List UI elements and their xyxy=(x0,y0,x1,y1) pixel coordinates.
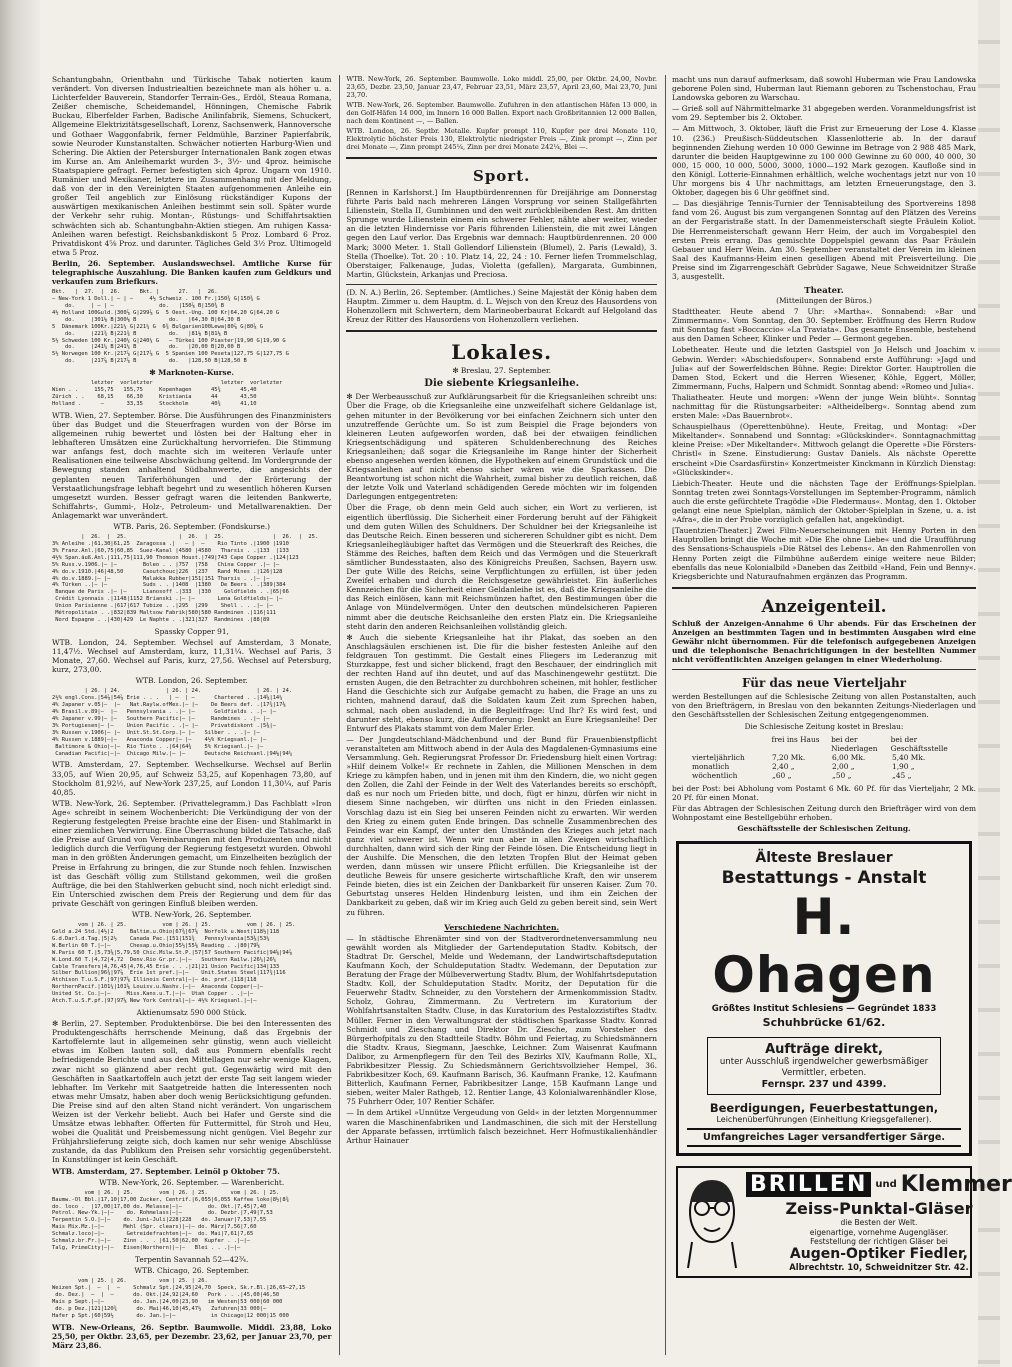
divider xyxy=(346,157,657,159)
thaliatheater-note: Thaliatheater. Heute und morgen: »Wenn der junge Wein blüht«. Sonntag nachmittag für die Rüstungsarbeiter: »Altheidelberg«. Sonntag abend zum ersten Male: »Das Bauernbrot«. xyxy=(672,392,976,421)
kriegsanleihe-p1: ✻ Der Werbeausschuß zur Aufklärungsarbeit für die Kriegsanleihen schreibt uns: Über die Frage, ob die Kriegsanleihe eine unzweifelhaft sichere Geldanlage ist, gehen mitunter in der Bevölkerung vor bei einfachen Zeichnern sich unter den unzutreffende Gerüchte um. So ist zum Beispiel die Frage bejonders von kleineren Leuten aufgeworfen worden, daß bei der etwaiigen feindlichen Kriegsentschädigung und späteren Schuldenberechnung des Reiches Kriegsanleihen; daß sogar die Kriegsanleihe im Range hinter der Sicherheit ebenso angesehen werden können, die Hypotheken auf einem Grundstück und die Kriegsanleihen auf nicht ebenso sicher wären wie die Sparkassen. Die Beantwortung ist schon nicht die Wahrheit, zumal bisher zu deutlich reichen, daß der letzte Volk und Vaterland schädigenden Gerede möchten wir im folgenden Darlegungen entgegentreten: xyxy=(346,392,657,502)
price-period: monatlich xyxy=(692,761,730,771)
price-value: 1,90 „ xyxy=(892,761,915,771)
post-text: bei der Post: bei Abholung vom Postamt 6 Mk. 60 Pf. für das Vierteljahr, 2 Mk. 20 Pf. für einen Monat. xyxy=(672,783,976,802)
ny-waren-table: vom | 26. | 25. vom | 26. | 25. vom | 26. | 25. Baumw.-Ol Bbl.|17,10|17,00 Zucker, Centrif.|6,055|6,055 Kaffee loko|8½|8¾ do. loco . |17,00|17,00 do. Melasse|—|— do. Okt.|7,45|7,40 Petrol. New-Yk.|—|— do. Rohmelass|—|— do. Dezbr.|7,49|7,53 Terpentin S.O.|—|— do. Juni-Juli|228|228 do. Januar|7,53|7,55 Mais Mix.Mz.|—|— Mehl (Spr. clears)|—|— do. März|7,56|7,60 Schmalz.loco|—|— Getreidefrachten|—|— do. Mai|7,61|7,65 Schmalz.br.Fr.|—|— Zinn . . . |61,50|62,00 Kupfer . .|—|— Talg, PrimeCity|—|— Eisen(Northern)|—|— Blei . . .|—|— xyxy=(52,1189,289,1251)
divider xyxy=(672,587,976,589)
price-value: 5,40 Mk. xyxy=(892,752,926,762)
stadttheater-note: Stadttheater. Heute abend 7 Uhr: »Martha«. Sonnabend: »Bar und Zimmermann«. Vom Sonntag, den 30. September. Eröffnung des Herrn Rudow mit Sonntag fast »Boccaccio« »La Traviata«. Das gesamte Ensemble, bestehend aus den Damen Scheer, Klinker und Peder — Germont gegeben. xyxy=(672,307,976,344)
price-value: 7,20 Mk. xyxy=(772,752,806,762)
london-metalle: WTB. London, 26. Septbr. Metalle. Kupfer prompt 110, Kupfer per drei Monate 110, Elektrolytic höchster Preis 130, Elektrolytic niedrigster Preis —, Zink prompt —, Zinn per drei Monate —, Zinn prompt 245¼, Zinn per drei Monate 242¼, Blei —. xyxy=(346,127,657,151)
price-table xyxy=(692,735,976,780)
schauspielhaus-note: Schauspielhaus (Operettenbühne). Heute, Freitag, und Montag: »Der Mikeltander«. Sonnabend und Sonntag: »Glückskinder«. Sonntagnachmittag kleine Preise: »Der Mikeltander«. Mittwoch gelangt die Operette »Die Försters-Christl« in Szene. Einstudierung: Gustav Daniels. Als nächste Operette erscheint »Die Csardasfürstin« Konzertmeister Kinckmann in Kürzlich Dienstag: »Glückskinder«. xyxy=(672,422,976,477)
newyork-iron-report: WTB. New-York, 26. September. (Privattelegramm.) Das Fachblatt »Iron Age« schreibt in seinem Wochenbericht: Die Verkündigung der von der Regierung festgelegten Preise brachte eine der Eisen- und Stahlmarkt in einer ziemlichen Verwirrung. Eine Überraschung bildet die Tatsache, daß die Preise auf Grund von Vereinbarungen mit den Produzenten und nicht lediglich durch die Verfügung der Regierung festgesetzt wurden. Obwohl man in den größten Änderungen gemacht, um Einzelheiten bezüglich der Preise in Erfahrung zu bringen, die zur Stunde noch fehlen. Inzwischen ist das Geschäft völlig zum Stillstand gekommen, weil die großen Aufträge, die bei den Stahlwerken gebucht sind, noch nicht erledigt sind. Ein Unterschied zwischen dem Preis der Regierung und dem für das private Geschäft von geringen Einfluß bleiben werden. xyxy=(52,798,332,908)
newyork-table: vom | 26. | 25. vom | 26. | 25. vom | 26. | 25. Geld a.24 Std.|4½|2 Baltim.u.Ohio|67¾|67⅝ Norfolk u.West|118½|118 G.d.Darl.d.Tag.|5|2½ Canada Pac.|151|151¾ Pennsylvania|53⅜|53¼ W.Berlin 60 T.|—|— Chesap.u.Ohio|55½|55⅝ Reading . .|80|79⅝ W.Paris 60 T.|5,73⅜|5,79,50 Chic.Milw.St.P.|57|57 Southern Pacific|94⅝|94⅞ W.Lond.60 T.|4,72|4,72 Denv.Rio Gr.pr.|—|— Southern Railw.|26¼|26¼ Cable Transfers|4,76,45|4,76,45 Erie . . .|21|21 Union Pacific|134|133 Silber Bullion|96¾|97⅞ Erie 1st pref.|—|— Unit.States Steel|117¾|116 Atchison T.u.S.F.|97|97⅝ Illinois Central|—|— do. pref.|118|118 NorthernPacif.|101¼|101⅝ Louisv.u.Nashv.|—|— Anaconda Copper|—|— United St. Co.|—|— Miss.Kans.u.T.|—|— Utah Copper . .|—|— Atch.T.u.S.F.pf.|97|97⅝ New York Central|—|— 4½% Kriegsanl.|—|— xyxy=(52,922,296,1005)
anzeigenteil-heading: Anzeigenteil. xyxy=(761,596,887,617)
price-row xyxy=(692,762,976,771)
divider xyxy=(346,284,657,285)
ad-ohagen-address: Schuhbrücke 61/62. xyxy=(762,1016,886,1030)
marknoten-table: letzter vorletzter letzter vorletzter Wien . . 155,75 155,75 Kopenhagen 45¾ 45,40 Zürich . . 68,15 66,30 Kristiania 44 43,50 Holland . — 33,35 Stockholm 40¾ 41,10 xyxy=(52,380,283,407)
lobetheater-note: Lobetheater. Heute und die letzten Gastspiel von Jo Helsch und Joachim v. Gebwin. Werder: »Abschiedsfouper«. Sonnabend erste Aufführung: »Jagd und Julia« auf der Sowerfeldschen Bühne. Regie: Direktor Gorter. Hauptrollen die Damen Stod, Eckert und die Herren Wiesener, Köhle, Eggert, Möller, Zimmermann, Fuchs, Halpern und Schmidt. Sonntag abend: »Romeo und Julia«. xyxy=(672,345,976,391)
column-theater-ads xyxy=(665,75,1012,1355)
griess-note: — Grieß soll auf Nährmittelmarke 31 abgegeben werden. Voranmeldungsfrist ist vom 29. September bis 2. Oktober. xyxy=(672,104,976,123)
fiedler-headline xyxy=(746,1172,1012,1197)
vermischte-heading: Verschiedene Nachrichten. xyxy=(444,922,560,932)
ad-ohagen-beerdigungen: Beerdigungen, Feuerbestattungen, xyxy=(709,1101,939,1116)
newspaper-page xyxy=(52,75,1012,1355)
lotterie-note: — Am Mittwoch, 3. Oktober, läuft die Frist zur Erneuerung der Lose 4. Klasse 10. (236.) Preußisch-Süddeutschen Klassenlotterie ab. In der darauf beginnenden Ziehung werden 10 000 Gewinne im Betrage von 2 988 485 Mark, darunter die beiden Hauptgewinne zu 100 000 Gewinne zu 60 000, 40 000, 30 000, 15 000, 10 000, 5000, 3000, 1000—192 Mark gezogen. Kaufloße sind in den Königl. Lotterie-Einnahmen erhältlich, welche wochentags jetzt nur von 10 Uhr morgens bis 4 Uhr nachmittags, am letzten Erneuerungstage, den 3. Oktober, dagegen bis 6 Uhr geöffnet sind. xyxy=(672,124,976,198)
geschaeftsstelle-line: Geschäftsstelle der Schlesischen Zeitung. xyxy=(737,824,911,833)
ad-ohagen-ueberfuehrungen: Leichenüberführungen (Einheitlung Kriegsgefallener). xyxy=(716,1115,932,1125)
fiedler-line1: die Besten der Welt. xyxy=(840,1218,918,1228)
anzeigen-note: Schluß der Anzeigen-Annahme 6 Uhr abends. Für das Erscheinen der Anzeigen an bestimmten Tagen und in bestimmten Ausgaben wird eine Gewähr nicht übernommen. Für die telefonisch aufgegebenen Anzeigen und die telephonische Benachrichtigungen in der bestellten Nummer nicht veröffentlichten Anzeigen gelangen in einer Wiederholung. xyxy=(672,618,976,665)
divider xyxy=(672,669,976,670)
ny-baumwolle: WTB. New-York, 26. September. Baumwolle. Loko middl. 25,00, per Oktbr. 24,00, Novbr. 23,65, Dezbr. 23,50, Januar 23,47, Februar 23,51, März 23,57, April 23,60, Mai 23,70, Juni 23,70. xyxy=(346,75,657,99)
theater-subheading: (Mitteilungen der Büros.) xyxy=(776,296,872,306)
stock-report-text: Schantungbahn, Orientbahn und Türkische Tabak notierten kaum verändert. Von diversen Industriealtien bezeichnete man als höher u. a. Lichterfelder Bauverein, Standorfer Terrain-Ges., Erdöl, Steaua Romana, Zeißer chemische, Scheidemandel, Hönningen, Chemische Fabrik Buckau, Elberfelder Farben, Badische Anilinfabrik, Siemens, Schuckert, Allgemeine Elektrizitätsgesellschaft, Lorenz, Sachsenwerk, Hannoversche und Gothaer Waggonfabrik, ferner Feldmühle, Barziner Papierfabrik, sowie Neuroder Kunstanstalten. Schwächer notierten Harburg-Wien und Schering. Die Aktien der Petersburger Internationalen Bank zogen etwas im Kurse an. Am Anleihemarkt wurden 3-, 3½- und 4proz. heimische Staatspapiere gefragt. Ferner befestigten sich 4proz. Ungarn von 1910. Rumänier und Mexikaner, letztere im Zusammenhang mit der Meldung, daß von der in den Vereinigten Staaten aufgenommenen Anleihe ein großer Teil angeblich zur Einlösung rückständiger Kupons der auswärtigen mexikanischen Anleihen bestimmt sein soll. Später wurde der Verkehr sehr ruhig. Montan-, Rüstungs- und Schiffahrtsaktien schwächten sich ab. Schantungbahn-Aktien stiegen. Am ruhigen Kassa-Anleihen waren befestigt. Reichsbankdiskont 5 Proz. Lombard 6 Proz. Privatdiskont 4⅝ Proz. und darunter. Tägliches Geld 3½ Proz. Ultimogeld etwa 5 Proz. xyxy=(52,75,332,257)
london-wechsel: WTB. London, 24. September. Wechsel auf Amsterdam, 3 Monate, 11,47½. Wechsel auf Amsterdam, kurz, 11,31¼. Wechsel auf Paris, 3 Monate, 27,60. Wechsel auf Paris, kurz, 27,56. Wechsel auf Petersburg, kurz, 273,00. xyxy=(52,637,332,675)
price-head-geschaeft: bei der Geschäftsstelle xyxy=(890,734,948,753)
london-heading: WTB. London, 26. September. xyxy=(135,676,248,686)
lokales-dateline: ✻ Breslau, 27. September. xyxy=(452,366,552,376)
newyork-heading: WTB. New-York, 26. September. xyxy=(131,909,252,919)
kriegsanleihe-p2: Über die Frage, ob denn mein Geld auch sicher, ein Wort zu verlieren, ist eigentlich überflüssig. Die Sicherheit einer Forderung beruht auf der Fähigkeit und dem guten Willen des Schuldners. Der Schuldner bei der Kriegsanleihe ist das Deutsche Reich. Einen besseren und sichereren Schuldner gibt es nicht. Dem Kriegsanleihegläubiger haftet das Vermögen und die Steuerkraft des Reiches, die Stämme des Reiches, haften dem Reich und das Vermögen und die Steuerkraft sämtlicher Bundesstaaten, also des Königreichs Preußen, Sachsen, Bayern usw. Der gute Wille des Reichs, seine Verpflichtungen zu erfüllen, ist über jeden Zweifel erhaben und durch die Reichsgesetze gewährleistet. Ein äußerliches Kennzeichen für die Sicherheit einer Geldanleihe ist es, daß die Kriegsanleihe die das Reich einlösen, kann mit Reichsmünzen haftet, den Bestimmungen über die Anlage von Mündelvermögen. Unter den deutschen mündelsicheren Papieren nimmt aber die deutsche Reichsanleihe den ersten Platz ein. Die Kriegsanleihe steht darin den anderen Reichsanleihen vollständig gleich. xyxy=(346,503,657,631)
und-label: und xyxy=(875,1179,897,1191)
ad-ohagen-line2: Bestattungs - Anstalt xyxy=(721,868,927,889)
vierteljahr-heading: Für das neue Vierteljahr xyxy=(741,676,907,691)
aktienumsatz-line: Aktienumsatz 590 000 Stück. xyxy=(136,1007,247,1017)
price-value: 6,00 Mk. xyxy=(832,752,866,762)
ny-baumwolle-zufuhren: WTB. New-York, 26. September. Baumwolle. Zufuhren in den atlantischen Häfen 13 000, in den Golf-Häfen 14 000, im Innern 16 000 Ballen. Export nach Großbritannien 12 000 Ballen, nach dem Kontinent —, — Ballen. xyxy=(346,101,657,125)
tauentzien-note: [Tauentzien-Theater.] Zwei Film-Neuerscheinungen mit Henny Porten in den Hauptrollen bringt die Woche mit »Die Ehe ohne Liebe« und die Uraufführung des Sensations-Schauspiels »Die Rätsel des Lebens«. An den Rahmenrollen von Henny Porten zeigt die Filmbühne außerdem einige weitere neue Bilder; ebenfalls das neue Kolonialbild »Daneben das Zeitbild »Hand, Fein und Benny«. Kriegsberichte und Naturaufnahmen ergänzen das Programm. xyxy=(672,526,976,581)
vermischte-ehrenaemter: — In städtische Ehrenämter sind von der Stadtverordnetenversammlung neu gewählt worden als Mitglieder der Gartendeputation Stadtv. Kobitsch, der Stadtrat Dr. Gerschel, Melde und Wedemann, der Landwirtschaftsdeputation Kaufmann Koch, der Schuldeputation Stadtv. Wedemann, der Deputation zur Beratung der Frage der Mülbeverwertung Stadtv. Blum, der Wohlfahrtsdeputation Stadtv. Koll, der Schuldeputation Stadtv. Moritz, der Deputation für die Feuerwehr Stadtv. Schneider, zu den Vorstehern der Armenkommission Stadtv. Scholz, Gohrau, Zimmermann. Zu Vertretern im Kuratorium der Wohlfahrtsanstalten Stadtv. Cluse, in das Kuratorium des Pestalozzistiftes Stadtv. Müller. Ferner in den Verwaltungsrat der städtischen Sparkasse Stadtv. Konrad Schmidt und Zieschang und Direktor Dr. Ziesche, zum Vorsteher des Bürgerhofpitals zu den Stadtteile Stadtv. Böhm und Feiertag, zu Schiedsmännern die Stadtv. Kraus, Siegmann, Jaeschke, Leichner. Zum Waisenrat Kaufmann Dalibor, zu Armenpflegern für den Teil des Bezirks XIV, Kaufmann Rolle, XL, Fabrikbesitzer Plessig. Zu Schiedsmännern Gerichtsvollzieher Hempel, 36. Fabrikbesitzer Koch, 69. Kaufmann Barisch, 36. Kaufmann Franke, 12. Kaufmann Bitterlich, Kaufmann Ferner, Fabrikbesitzer Lange, 15B Kaufmann Lange und sieben, weiter Maler Rathgeb, 12. Rentier Lange, 43 Kolonialwarenhändler Klose, 75 Fuhrherr Oder, 107 Rentier Schäfer. xyxy=(346,933,657,1107)
brillen-label: BRILLEN xyxy=(746,1172,871,1197)
price-head-haus: frei ins Haus xyxy=(771,734,820,744)
ny-waren-heading: WTB. New-York, 26. September. — Warenbericht. xyxy=(99,1177,285,1187)
spassky-line: Spassky Copper 91, xyxy=(154,626,229,636)
ad-ohagen-box-text: unter Ausschluß irgendwelcher gewerbsmäßiger Vermittler, erbeten. xyxy=(719,1057,929,1079)
chicago-table: vom | 25. | 26. vom | 25. | 26. Weizen Spt.| — | — Schmalz Spt.|24,95|24,70 Speck, Sk.r.Bl.|26,65—27,15 do. Dez.| — | — do. Okt.|24,92|24,60 Pork . . .|45,00|46,50 Mais p Sept.|—|— do. Jan.|24,00|23,90 im Westen|53 000|60 000 do. p Dez.|121|120¾ do. Mai|46,10|45,47½ Zufuhren|33 000|— Hafer p Spt.|60|59½ do. Jan.|—|— in Chicago|12 000|15 000 xyxy=(52,1278,306,1319)
ordens-notice: (D. N. A.) Berlin, 26. September. (Amtliches.) Seine Majestät der König haben dem Hauptm. Zimmer u. dem Hauptm. d. L. Wejsch von den Kreuz des Hausordens von Hohenzollern mit Schwertern, dem Marineoberbaurat Eckardt auf Helgoland das Kreuz der Ritter des Hausordens von Hohenzollern verliehen. xyxy=(346,287,657,325)
london-table: | 26. | 24. | 26. | 24. | 26. | 24. 2½% engl.Cons.|54⅞|54⅞ Erie . . . | — | — Chartered . .|14⅝|14¼ 4% Japaner v.05|— |— Nat.Raylw.ofMex.|— |— De Beers def. .|17¾|17⅜ 4% Brasil.v.89|— |— Pennsylvania . .|— |— Goldfields . .|— |— 4% Japaner v.99|— |— Southern Pacific|— |— Randmines . .|— |— 3% Portugiesen|— |— Union Pacific . .|— |— Privatdiskont .|5⅜|— 3% Russen v.1906|— |— Unit.St.St.Corp.|— |— Silber . . .|— |— 4% Russen v.1889|—|— Anaconda Copper|— |— 4½% Kriegsanl.|— |— Baltimore & Ohio|—|— Rio Tinto . .|64|64¾ 5% Kriegsanl.|— |— Canadian Pacific|—|— Chicago Milw.|— |— Deutsche Reichsanl.|94⅛|94¼ xyxy=(52,688,293,757)
sport-heading: Sport. xyxy=(472,167,531,185)
theater-heading: Theater. xyxy=(804,286,844,297)
price-value: 2,40 „ xyxy=(772,761,795,771)
fiedler-line2: eigenartige, vornehme Augengläser. xyxy=(809,1227,949,1237)
price-period: wöchentlich xyxy=(692,770,738,780)
ad-ohagen-line1: Älteste Breslauer xyxy=(755,850,893,867)
spectacled-face-illustration xyxy=(684,1172,740,1268)
klemmer-label: Klemmer xyxy=(900,1172,1012,1198)
page-left-edge-shadow xyxy=(0,0,40,1367)
lokales-heading: Lokales. xyxy=(451,340,553,365)
tennis-note: — Das diesjährige Tennis-Turnier der Tennisabteilung des Sportvereins 1898 fand vom 26. August bis zum vergangenen Sonntag auf den Plätzen des Vereins an der Fergaristraße statt. In der Damenmeisterschaft siegte Fräulein Koliot. Die Herrenmeisterschaft gewann Herr Heim, der auch im Vorgabespiel den ersten Preis errang. Das gemischte Doppelspiel gewann das Paar Fräulein Gebauer und Herr Wein. Am 30. September veranstaltet der Verein im kleinen Saal des Kaufmanns-Heim einen geselligen Abend mit Preisverteilung. Die Preise sind im Zigarrengeschäft Gebrüder Sagawe, Neue Schweidnitzer Straße 3, ausgestellt. xyxy=(672,199,976,281)
ad-ohagen-lager: Umfangreiches Lager versandfertiger Särge. xyxy=(687,1128,961,1147)
divider xyxy=(346,330,657,332)
zeiss-label: Zeiss-Punktal-Gläser xyxy=(785,1199,973,1219)
marknoten-heading: ✻ Marknoten-Kurse. xyxy=(149,368,234,378)
fiedler-name: Augen-Optiker Fiedler, xyxy=(789,1246,968,1263)
terpentin-line: Terpentin Savannah 52—42¾. xyxy=(135,1254,249,1264)
price-value: „45 „ xyxy=(892,770,912,780)
chicago-heading: WTB. Chicago, 26. September. xyxy=(134,1265,250,1275)
fiedler-line3: Feststellung der richtigen Gläser bei xyxy=(810,1236,948,1246)
price-head-niederlage: bei der Niederlagen xyxy=(831,734,878,753)
kriegsanleihe-p3: ✻ Auch die siebente Kriegsanleihe hat ihr Plakat, das soeben an den Anschlagsäulen erschienen ist. Die für die bisher festesten Anleihe auf den feldgrauen Ton gestimmt. Die Gestalt eines Fliegers im Lederanzug mit Sturzkappe, fest und sicher blickend, fragt den Beschauer, der eindringlich mit der rechten Hand auf ihn deutet, und auf das Maschinengewehr gestützt. Die ernsten Augen, die den Betrachter zu durchbohren scheinen, mit hohler, festlicher Hand die Geschichte sich zur Aufgabe gemacht zu haben, die Frage an uns zu richten, mahnend darauf, daß die Soldaten kaum Zeit zum Sprechen haben, schmal, nach oben ausladend, in die Begleitfrage: Und Ihr? Es wird fest, und darunter steht, ebenso kurz, die Aufforderung: Denkt an Eure Kriegsanleihe! Der Entwurf des Plakats stammt von dem Maler Erler. xyxy=(346,632,657,733)
amsterdam-leinoel: WTB. Amsterdam, 27. September. Leinöl p Oktober 75. xyxy=(52,1166,280,1176)
ad-ohagen-inner-box xyxy=(707,1037,942,1095)
price-period: vierteljährlich xyxy=(692,752,745,762)
vermischte-artikel: — In dem Artikel »Unnütze Vergeudung von Geld« in der letzten Morgennummer waren die Maschinenfabriken und Landmaschinen, die sich mit der Herstellung der Apparate befassen, irrtümlich falsch bezeichnet. Herr Hofmustikalienhändler Arthur Hainauer xyxy=(346,1108,657,1145)
vierteljahr-text: werden Bestellungen auf die Schlesische Zeitung von allen Postanstalten, auch von den Briefträgern, in Breslau von den bekannten Zeitungs-Niederlagen und den Geschäftsstellen der Schlesischen Zeitung entgegengenommen. xyxy=(672,692,976,720)
page-right-edge xyxy=(978,0,1000,1367)
ohagen-advertisement xyxy=(676,841,972,1156)
new-orleans-line: WTB. New-Orleans, 26. Septbr. Baumwolle. Middl. 23,88, Loko 25,50, per Oktbr. 23,65, per Dezembr. 23,62, per Januar 23,70, per März 23,86. xyxy=(52,1322,332,1350)
amsterdam-wechsel: WTB. Amsterdam, 27. September. Wechselkurse. Wechsel auf Berlin 33,05, auf Wien 20,95, auf Schweiz 53,25, auf Kopenhagen 73,80, auf Stockholm 81,92½, auf New-York 237,25, auf London 11,30¼, auf Paris 40,85. xyxy=(52,760,332,797)
fiedler-address: Albrechtstr. 10, Schweidnitzer Str. 42. xyxy=(789,1262,969,1273)
huberman-note: macht uns nun darauf aufmerksam, daß sowohl Huberman wie Frau Landowska geborene Polen sind, Huberman laut Riemann geboren zu Tschenstochau, Frau Landowska geboren zu Warschau. xyxy=(672,75,976,103)
post-text-2: Für das Abtragen der Schlesischen Zeitung durch den Briefträger wird von dem Wohnpostamt eine Bestellgebühr erhoben. xyxy=(672,803,976,822)
ad-ohagen-tagline: Größtes Institut Schlesiens — Gegründet 1833 xyxy=(711,1004,937,1015)
ad-ohagen-firm: H. Ohagen xyxy=(712,888,936,1005)
column-sport-lokales xyxy=(339,75,657,1355)
column-finance xyxy=(52,75,331,1355)
sport-karlshorst: [Rennen in Karlshorst.] Im Hauptbürdenrennen für Dreijährige am Donnerstag führte Paris bald nach mehreren Längen Vorsprung vor seinen Stallgefährten Lilienstein, Stella II, Gumbinnen und den weit zurückbleibenden Rest. Am dritten Sprunge wurde Lilienstein einem ein schwerer Fehler, nähte aber weiter, wieder an die letzten Hindernisse vor Paris führenden Lilienstein, die mit zwei Längen gegen den Lauf verlor. Das Ergebnis war demnach: Hauptbürdenrennen. 20 000 Mark; 3000 Meter. 1. Stall Gollendorf Lilienstein (Blumel), 2. Paris (Lewald), 3. Stella (Thoelke). Tot. 20 : 10. Platz 14, 22, 24 : 10. Ferner liefen Trommelschlag, Oberstaiger, Falkenauge, Judas, Violetta (gefallen), Margarata, Gumbinnen, Martin, Glückstein, Arkanjas und Preciosa. xyxy=(346,188,657,279)
price-row xyxy=(692,771,976,780)
paris-table: | 26. | 25. | 26. | 25. | 26. | 25. 3% Anleihe .|61,30|61,25 Zaragossa .| — | — Rio Tinto .|1900 |1910 3% Franz.Anl.|60,75|60,85 Suez-Kanal |4580 |4580 Tharsis . .|133 |133 4½% Span.äuß.Anl.|111,75|111,90 Thomson Houst.|749|743 Cape Copper .|124|123 5% Russ.v.1906.|— |— Boleo . . |757 |758 China Copper .|— |— 4% do.v.1910.|46|48,50 Caoutchouc|226 |237 Rand Mines .|126|128 4% do.v.1889.|— |— Malakka Rubber|151|151 Tharsis . .|— |— 4% Türken ..|— |— Suds . . |1408 |1380 De Beers . .|389|384 Banque de Paris .|— |— Lianosoff .|333 |330 Goldfields . .|65|66 Crédit Lyonnais .|1148|1152 Brianski .|— |— Lena Goldfields|— |— Union Parisienne .|617|617 Tubize . .|295 |299 Shell . . .|— |— Métropolitain . .|832|839 Maltsow Fabrik|580|580 Randminen .|116|111 Nord Espagne . .|430|429 Le Naphte . .|321|327 Randmines .|88|89 xyxy=(52,534,319,623)
produktenboerse-report: ✻ Berlin, 27. September. Produktenbörse. Die bei den Interessenten des Produktengeschäfts herrschende Meinung, daß das Ergebnis der Kartoffelernte laut in allgemeinen sehr günstig, wenn auch vielleicht etwas im Kolben lauten soll, daß aus Pommern ebenfalls recht befriedigende Berichte und aus den Mittellagen nur sehr wenige Klagen, zwar nicht so glänzend aber recht gut. Gegenwärtig wird mit den Geschäften in Saatkartoffeln auch jetzt der erste Tag seit langem wieder lebhafter. Im Verkehr mit Saatgetreide hatten die Interessenten noch etwas mehr Umsatz, haben aber doch wenig Berücksichtigung gefunden. Die Preise sind auf den alten Stand nicht verändert. Von ungarischem Weizen ist der Verkehr beliebt. Auch bei Hafer und Gerste sind die Umsätze etwas lebhafter. Offerten für Futtermittel, für Stroh und Heu, wobei die Qualität und Preisbemessung nicht genügen. Viel Begehr zur Frühjahrslieferung zeigte sich, doch kamen nur sehr wenige Abschlüsse zustande, da das Publikum den Preisen sehr vorsichtig gegenübersteht. In Kunstdünger ist kein Geschäft. xyxy=(52,1019,332,1165)
devisen-heading: Berlin, 26. September. Auslandswechsel. Amtliche Kurse für telegraphische Auszahlung. Die Banken kaufen zum Geldkurs und verkaufen zum Briefkurs. xyxy=(52,258,332,287)
price-value: „60 „ xyxy=(772,770,792,780)
wien-report: WTB. Wien, 27. September. Börse. Die Ausführungen des Finanzministers über das Budget und die Steuerfragen wurden von der Börse im allgemeinen ruhig bewertet und lösten bei der Haltung eher in lebhafteren Umsätzen eine Zurückhaltung hervorriefen. Die Stimmung war anfangs fest, doch machte sich im weiteren Verlaufe unter Realisationen eine teilweise Abschwächung geltend. Im Vordergrunde der Bewegung standen anhaltend Südbahnwerte, die angesichts der geplanten neuen Tariferhöhungen und der Erörterung der Verstaatlichungsfrage lebhaft begehrt und zu wesentlich höheren Kursen umgesetzt wurden. Besser gefragt waren die leitenden Bankwerte, Schiffahrts-, Gummi-, Holz-, Petroleum- und Metallwarenaktien. Der Anlagemarkt war unverändert. xyxy=(52,410,332,520)
price-row xyxy=(692,753,976,762)
price-table-header xyxy=(692,735,976,753)
kriegsanleihe-heading: Die siebente Kriegsanleihe. xyxy=(424,378,580,390)
price-value: „50 „ xyxy=(832,770,852,780)
preise-intro: Die Schlesische Zeitung kostet in Breslau: xyxy=(744,721,904,731)
liebich-note: Liebich-Theater. Heute und die nächsten Tage der Eröffnungs-Spielplan. Sonntag treten zwei Sonntags-Vorstellungen im September-Programm, nämlich auch die erste gefürchtete Tragödie »Die Fledermaus«. Montag, den 1. Oktober gelangt eine neue Spielplan, nämlich der Oktober-Spielplan in Szene, u. a. ist »Afra«, die in der Probe vorzüglich gefallen hat, angekündigt. xyxy=(672,478,976,525)
ad-ohagen-phone: Fernspr. 237 und 4399. xyxy=(761,1079,887,1091)
fiedler-ad-text xyxy=(746,1172,1012,1272)
price-value: 2,00 „ xyxy=(832,761,855,771)
devisen-table: Bkt. | 27. | 26. Bkt. | 27. | 26. — New-York 1 Doll.| — | — 4½ Schweiz . 100 Fr.|150¾ G|150¾ G do. | — | — do. |150⅞ B|150¾ B 4½ Holland 100Guld.|300⅞ G|299⅞ G 5 Oest.-Ung. 100 Kr|64,20 G|64,20 G do. |301⅛ B|300⅛ B do. |64,30 B|64,30 B 5 Dänemark 100Kr.|221¼ G|221¼ G 6¾ Bulgarien100Lewa|80⅞ G|80⅞ G do. |221¾ B|221¾ B do. |81⅛ B|81⅛ B 5½ Schweden 100 Kr.|240¼ G|240¼ G — Türkei 100 Piaster|19,90 G|19,90 G do. |241¼ B|241¼ B do. |20,00 B|20,00 B 5½ Norwegen 100 Kr.|217⅞ G|217⅞ G 5 Spanien 100 Peseta|127,75 G|127,75 G do. |217⅞ B|217⅞ B do. |128,50 B|128,50 B xyxy=(52,289,289,365)
kriegsanleihe-p4: — Der Jungdeutschland-Mädchenbund und der Bund für Frauenbienstpflicht veranstalteten am Mittwoch abend in der Aula des Magdalenen-Gymnasiums eine Versammlung. Geh. Regierungsrat Professor Dr. Friedensburg hielt einen Vortrag: »Hilf deinem Volke!« Er rechnete in Zahlen, die Millionen Menschen in dem Kriege zu kämpfen haben, und in jenen mit ihm den Kindern, die, wo nicht gegen den Zollen, die Zahl der Feinde in der Welt des Vaterlandes bereits so erschöpft, daß es nur noch um Frieden bitte, und doch, fügt er hinzu, dürfen wir nicht in diesem Sinne nachgeben, wir dürften uns nicht in den Frieden einlassen. Vorschlag dazu ist ein Sieg bei unseren Feinden nicht zu erwarten. Wir werden den Krieg zu einem guten Ende bringen. Das schnelle Zusammenbrechen des Feindes war ein Kampf, der unter den Umständen des Krieges auch jetzt nach ganz viel schwerer ist. Wenn wir nun aber in allen Zweigen wirtschaftlich durchhalten, dann wird sich der Ring der Feinde lösen. Die Entscheidung liegt in der Aushilfe. Die Menschen, die den letzten Tropfen Blut der Heimat geben werden, dann müssen wir unsere Pflicht erfüllen. Die Kriegsanleihe ist der deutliche Beweis für unsere gesicherte wirtschaftliche Kraft, den wir unserem Feinde bieten, dies ist ein Zeichen der Dankbarkeit für unseren Kaiser. Zum 70. Geburtstag unseres Helden Hindenburg leisten, und ihm ein Zeichen der Dankbarkeit zu geben, daß wir im Krieg auch Geld zu geben bereit sind, sein Wert zu führen. xyxy=(346,734,657,917)
fiedler-advertisement xyxy=(676,1166,1012,1278)
ad-ohagen-box-title: Aufträge direkt, xyxy=(765,1042,883,1058)
paris-heading: WTB. Paris, 26. September. (Fondskurse.) xyxy=(113,521,271,531)
